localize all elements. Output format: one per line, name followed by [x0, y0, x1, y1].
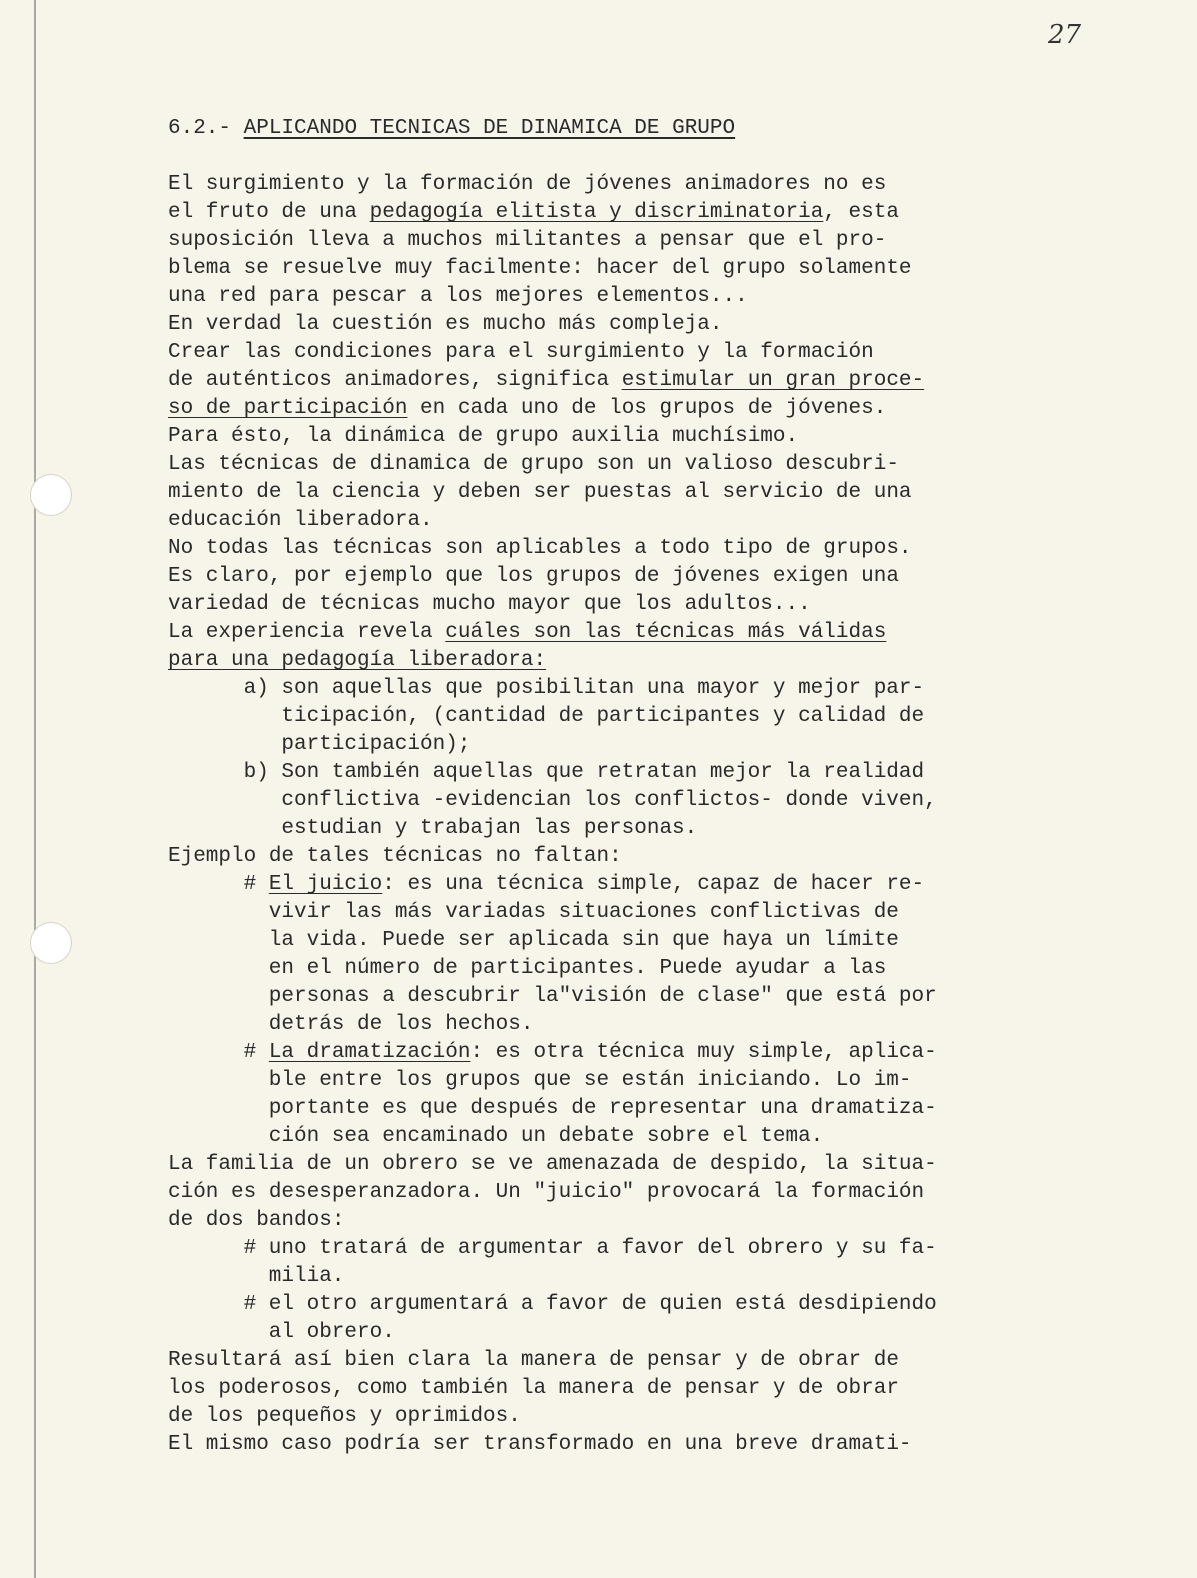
text-segment: estudian y trabajan las personas. [281, 817, 698, 840]
text-line [168, 1263, 1048, 1291]
text-line [168, 1207, 1048, 1235]
text-segment: ble entre los grupos que se están iniciando. Lo im- [268, 1069, 912, 1092]
text-line [168, 1431, 1048, 1459]
text-segment: en cada uno de los grupos de jóvenes. [407, 397, 887, 420]
text-line [168, 731, 1048, 759]
text-segment: ticipación, (cantidad de participantes y calidad de [281, 705, 925, 728]
text-segment: portante es que después de representar una dramatiza- [268, 1097, 937, 1120]
text-line [168, 591, 1048, 619]
text-line [168, 339, 1048, 367]
text-line [168, 451, 1048, 479]
text-segment: suposición lleva a muchos militantes a pensar que el pro- [168, 229, 887, 252]
text-segment: el fruto de una [168, 201, 370, 224]
text-segment: # uno tratará de argumentar a favor del obrero y su fa- [243, 1237, 937, 1260]
text-segment: una red para pescar a los mejores elementos... [168, 285, 748, 308]
underlined-text: pedagogía elitista y discriminatoria [369, 201, 824, 224]
text-line [168, 1347, 1048, 1375]
text-line [168, 1319, 1048, 1347]
text-line [168, 927, 1048, 955]
text-segment: Es claro, por ejemplo que los grupos de jóvenes exigen una [168, 565, 899, 588]
text-line [168, 1039, 1048, 1067]
text-segment: b) Son también aquellas que retratan mejor la realidad [243, 761, 925, 784]
text-segment: de auténticos animadores, significa [168, 369, 622, 392]
text-line [168, 899, 1048, 927]
text-line [168, 1151, 1048, 1179]
underlined-text: so de participación [168, 397, 408, 420]
punch-hole [30, 474, 72, 516]
text-line [168, 1067, 1048, 1095]
text-line [168, 955, 1048, 983]
text-segment: de los pequeños y oprimidos. [168, 1405, 521, 1428]
text-line [168, 703, 1048, 731]
text-segment: Resultará así bien clara la manera de pensar y de obrar de [168, 1349, 899, 1372]
page-margin-line [34, 0, 36, 1578]
text-segment: participación); [281, 733, 471, 756]
text-line [168, 983, 1048, 1011]
text-segment: Ejemplo de tales técnicas no faltan: [168, 845, 622, 868]
text-segment: , esta [823, 201, 899, 224]
text-segment: variedad de técnicas mucho mayor que los adultos... [168, 593, 811, 616]
document-body [168, 115, 1048, 1459]
text-line [168, 1403, 1048, 1431]
text-segment: a) son aquellas que posibilitan una mayor y mejor par- [243, 677, 925, 700]
text-segment: educación liberadora. [168, 509, 433, 532]
underlined-text: El juicio [268, 873, 383, 896]
text-line [168, 1291, 1048, 1319]
text-line [168, 535, 1048, 563]
text-line [168, 1095, 1048, 1123]
text-segment: No todas las técnicas son aplicables a todo tipo de grupos. [168, 537, 912, 560]
text-segment: ción sea encaminado un debate sobre el tema. [268, 1125, 824, 1148]
text-segment: detrás de los hechos. [268, 1013, 534, 1036]
section-title: APLICANDO TECNICAS DE DINAMICA DE GRUPO [243, 117, 736, 140]
text-segment: La experiencia revela [168, 621, 446, 644]
text-line [168, 199, 1048, 227]
text-segment: vivir las más variadas situaciones conflictivas de [268, 901, 899, 924]
text-segment: El mismo caso podría ser transformado en una breve dramati- [168, 1433, 912, 1456]
text-segment: En verdad la cuestión es mucho más compleja. [168, 313, 723, 336]
text-line [168, 619, 1048, 647]
text-line [168, 507, 1048, 535]
text-line [168, 1011, 1048, 1039]
page-number: 27 [1048, 20, 1082, 50]
section-heading [168, 115, 1048, 143]
text-segment: El surgimiento y la formación de jóvenes animadores no es [168, 173, 887, 196]
text-segment: # [243, 873, 269, 896]
underlined-text: para una pedagogía liberadora: [168, 649, 547, 672]
text-line [168, 871, 1048, 899]
text-line [168, 171, 1048, 199]
underlined-text: cuáles son las técnicas más válidas [445, 621, 887, 644]
text-segment: : es otra técnica muy simple, aplica- [470, 1041, 937, 1064]
text-line [168, 815, 1048, 843]
section-number: 6.2.- [168, 117, 244, 140]
text-segment: Las técnicas de dinamica de grupo son un valioso descubri- [168, 453, 899, 476]
text-line [168, 1235, 1048, 1263]
text-line [168, 1375, 1048, 1403]
text-segment: # [243, 1041, 269, 1064]
text-lines [168, 171, 1048, 1459]
text-segment: conflictiva -evidencian los conflictos- donde viven, [281, 789, 937, 812]
text-segment: la vida. Puede ser aplicada sin que haya un límite [268, 929, 899, 952]
text-line [168, 283, 1048, 311]
text-line [168, 647, 1048, 675]
underlined-text: estimular un gran proce- [621, 369, 925, 392]
text-line [168, 787, 1048, 815]
text-segment: Para ésto, la dinámica de grupo auxilia muchísimo. [168, 425, 799, 448]
text-segment: los poderosos, como también la manera de pensar y de obrar [168, 1377, 899, 1400]
text-line [168, 479, 1048, 507]
text-line [168, 563, 1048, 591]
text-segment: personas a descubrir la"visión de clase" que está por [268, 985, 937, 1008]
text-line [168, 759, 1048, 787]
text-segment: al obrero. [268, 1321, 395, 1344]
text-segment: blema se resuelve muy facilmente: hacer del grupo solamente [168, 257, 912, 280]
text-line [168, 1179, 1048, 1207]
text-line [168, 395, 1048, 423]
text-segment: : es una técnica simple, capaz de hacer re- [382, 873, 925, 896]
underlined-text: La dramatización [268, 1041, 471, 1064]
text-line [168, 367, 1048, 395]
text-segment: milia. [268, 1265, 345, 1288]
text-segment: miento de la ciencia y deben ser puestas al servicio de una [168, 481, 912, 504]
text-segment: de dos bandos: [168, 1209, 345, 1232]
text-segment: en el número de participantes. Puede ayudar a las [268, 957, 887, 980]
text-line [168, 311, 1048, 339]
text-line [168, 227, 1048, 255]
text-segment: Crear las condiciones para el surgimiento y la formación [168, 341, 874, 364]
text-line [168, 1123, 1048, 1151]
text-line [168, 843, 1048, 871]
text-line [168, 255, 1048, 283]
text-line [168, 675, 1048, 703]
text-line [168, 423, 1048, 451]
punch-hole [30, 922, 72, 964]
text-segment: ción es desesperanzadora. Un "juicio" provocará la formación [168, 1181, 925, 1204]
text-segment: La familia de un obrero se ve amenazada de despido, la situa- [168, 1153, 937, 1176]
text-segment: # el otro argumentará a favor de quien está desdipiendo [243, 1293, 937, 1316]
